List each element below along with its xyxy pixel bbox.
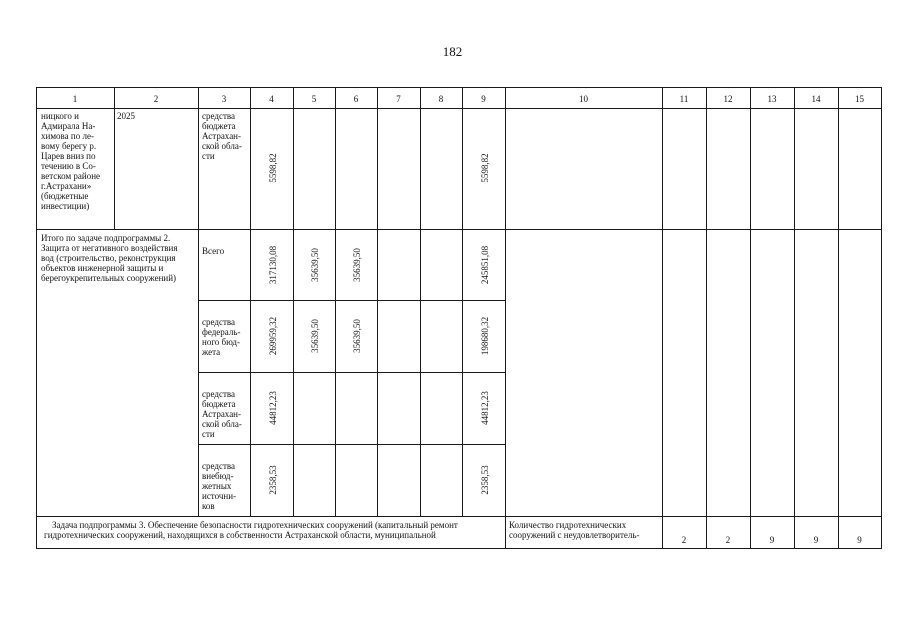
column-number-10: 10 xyxy=(579,94,588,104)
task3-value-col15: 9 xyxy=(857,535,862,545)
total-source-1-line: жета xyxy=(202,347,221,357)
col-rule-2 xyxy=(198,87,199,517)
total-source-3 xyxy=(202,461,252,511)
total-col9-value: 198680,32 xyxy=(479,316,490,356)
table-bottom-rule xyxy=(36,548,882,549)
col-rule-14 xyxy=(838,87,839,549)
column-number-6: 6 xyxy=(353,94,359,104)
table-top-rule xyxy=(36,87,882,88)
col-rule-13 xyxy=(794,87,795,549)
row1-name-line: (бюджетные xyxy=(41,191,89,201)
col-rule-4 xyxy=(293,87,294,517)
total-source-3-line: внебюд- xyxy=(202,471,234,481)
column-number-2: 2 xyxy=(153,94,159,104)
col-rule-8 xyxy=(462,87,463,517)
total-name-line: вод (строительство, реконструкция xyxy=(41,253,176,263)
total-source-3-line: средства xyxy=(202,461,236,471)
task3-text-line: Задача подпрограммы 3. Обеспечение безопасности гидротехнических сооружений (капитальный ремонт xyxy=(52,520,458,530)
row1-col9-value: 5598,82 xyxy=(479,153,490,183)
total-col9-value: 245851,08 xyxy=(479,245,490,284)
row1-name-line: инвестиции) xyxy=(41,201,90,211)
row1-year: 2025 xyxy=(117,111,135,121)
row1-source-line: бюджета xyxy=(202,121,236,131)
column-number-1: 1 xyxy=(72,94,78,104)
row1-name-line: Адмирала На- xyxy=(41,121,96,131)
row1-name-line: вому берегу р. xyxy=(41,141,97,151)
column-number-9: 9 xyxy=(481,94,486,104)
total-name xyxy=(41,233,201,283)
col-rule-7 xyxy=(420,87,421,517)
task3-value-col14: 9 xyxy=(813,535,819,545)
column-number-3: 3 xyxy=(221,94,227,104)
column-number-15: 15 xyxy=(855,94,864,104)
total-col6-value: 35639,50 xyxy=(352,319,362,353)
total-source-2 xyxy=(202,389,252,439)
row1-name-line: течению в Со- xyxy=(41,161,96,171)
total-source-2-line: бюджета xyxy=(202,399,236,409)
total-col4-value: 2358,53 xyxy=(267,465,278,495)
page-number: 182 xyxy=(442,44,463,59)
task3-value-col13: 9 xyxy=(769,535,775,545)
total-col5-value: 35639,50 xyxy=(310,247,320,282)
task3-indicator-line: сооружений с неудовлетворитель- xyxy=(509,530,640,540)
task3-indicator-line: Количество гидротехнических xyxy=(509,520,627,530)
column-number-8: 8 xyxy=(438,94,444,104)
column-number-7: 7 xyxy=(396,94,401,104)
total-col5-value: 35639,50 xyxy=(310,319,320,353)
row1-name-line: химова по ле- xyxy=(41,131,94,141)
total-name-line: берегоукрепительных сооружений) xyxy=(41,273,177,283)
col-rule-12 xyxy=(750,87,751,549)
task3-value-col12: 2 xyxy=(725,535,731,545)
column-number-13: 13 xyxy=(767,94,777,104)
total-sub-rule xyxy=(198,300,506,301)
total-source-0 xyxy=(202,246,252,256)
total-source-0-line: Всего xyxy=(202,246,225,256)
total-source-2-line: ской обла- xyxy=(202,419,242,429)
row1-source-line: ской обла- xyxy=(202,141,242,151)
total-col6-value: 35639,50 xyxy=(352,247,362,282)
row1-name-line: ветском районе xyxy=(41,171,101,181)
total-name-line: объектов инженерной защиты и xyxy=(41,263,164,273)
column-number-12: 12 xyxy=(723,94,733,104)
task3-text-line: гидротехнических сооружений, находящихся в собственности Астраханской области, муниципальной xyxy=(44,530,436,540)
total-sub-rule xyxy=(198,372,506,373)
row1-col4-value: 5598,82 xyxy=(267,153,278,183)
row1-source xyxy=(202,111,252,161)
col-rule-6 xyxy=(377,87,378,517)
col-rule-15 xyxy=(881,87,882,549)
total-col4-value: 44812,23 xyxy=(267,391,278,425)
total-source-2-line: средства xyxy=(202,389,236,399)
col-rule-10 xyxy=(662,87,663,549)
total-name-line: Защита от негативного воздействия xyxy=(41,243,178,253)
row1-source-line: Астрахан- xyxy=(202,131,241,141)
col-rule-11 xyxy=(706,87,707,549)
total-col4-value: 317130,08 xyxy=(267,245,278,284)
total-col4-value: 269959,32 xyxy=(267,316,278,356)
total-source-3-line: ков xyxy=(202,501,215,511)
total-col9-value: 2358,53 xyxy=(479,465,490,495)
col-rule-5 xyxy=(335,87,336,517)
total-source-1-line: федераль- xyxy=(202,327,241,337)
row1-name xyxy=(41,111,116,211)
total-sub-rule xyxy=(198,444,506,445)
total-name-line: Итого по задаче подпрограммы 2. xyxy=(41,233,171,243)
column-number-4: 4 xyxy=(269,94,274,104)
task3-value-col11: 2 xyxy=(681,535,687,545)
row1-name-line: г.Астрахани» xyxy=(41,181,92,191)
col-rule-9 xyxy=(505,87,506,549)
column-number-5: 5 xyxy=(311,94,317,104)
column-number-11: 11 xyxy=(679,94,689,104)
header-bottom-rule xyxy=(36,108,882,109)
total-col9-value: 44812,23 xyxy=(479,391,490,425)
row1-name-line: Царев вниз по xyxy=(41,151,96,161)
total-source-1-line: ного бюд- xyxy=(202,337,240,347)
total-source-1 xyxy=(202,317,252,357)
row1-name-line: ницкого и xyxy=(41,111,79,121)
total-source-1-line: средства xyxy=(202,317,236,327)
task3-text xyxy=(44,520,504,540)
total-source-2-line: сти xyxy=(202,429,215,439)
total-source-3-line: жетных xyxy=(202,481,232,491)
row1-bottom-rule xyxy=(36,229,882,230)
row1-source-line: сти xyxy=(202,151,215,161)
task3-indicator xyxy=(509,520,659,540)
col-rule-0 xyxy=(36,87,37,549)
total-source-3-line: источни- xyxy=(202,491,237,501)
total-source-2-line: Астрахан- xyxy=(202,409,241,419)
row1-source-line: средства xyxy=(202,111,236,121)
column-number-14: 14 xyxy=(811,94,821,104)
total-bottom-rule xyxy=(36,516,882,517)
